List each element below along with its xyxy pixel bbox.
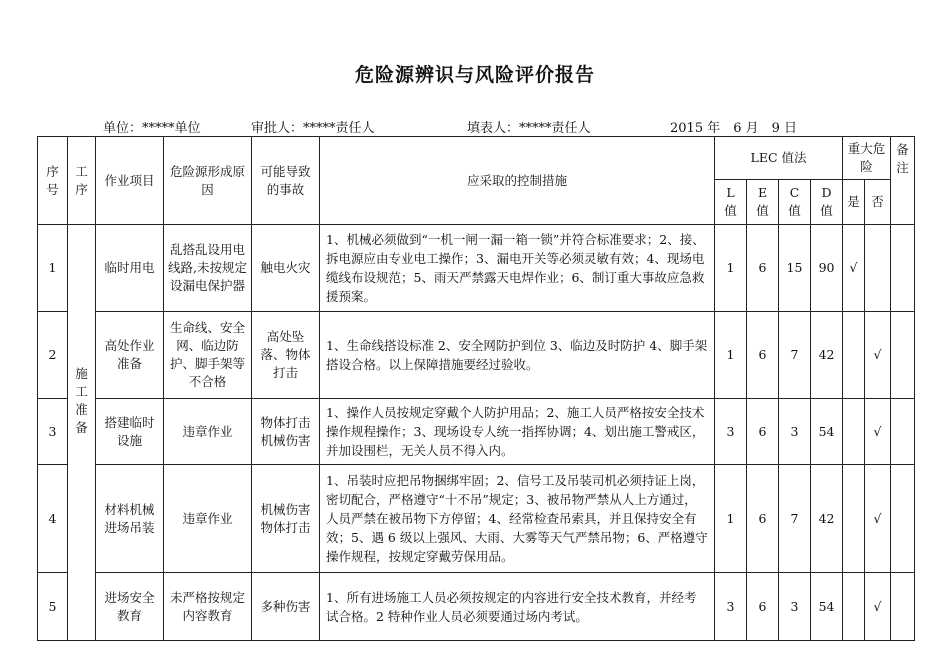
row-major-no: √ [865,399,891,465]
header-seq: 序号 [46,163,59,197]
row-seq: 5 [38,573,68,641]
header-work-item: 作业项目 [96,137,164,225]
table-row [38,312,915,399]
row-e: 6 [747,399,779,465]
row-major-yes [843,573,865,641]
header-l: L值 [724,185,737,218]
row-remark [891,225,915,312]
header-process: 工序 [75,163,88,197]
row-e: 6 [747,312,779,399]
table-row [38,225,915,312]
row-major-no: √ [865,312,891,399]
header-e: E值 [756,185,769,218]
row-major-no: √ [865,573,891,641]
row-major-yes: √ [843,225,865,312]
row-accident: 物体打击机械伤害 [252,399,320,465]
header-measures: 应采取的控制措施 [320,137,715,225]
row-work-item: 进场安全教育 [96,573,164,641]
row-remark [891,312,915,399]
row-measures: 1、吊装时应把吊物捆绑牢固；2、信号工及吊装司机必须持证上岗，密切配合，严格遵守“十不吊”规定；3、被吊物严禁从人上方通过，人员严禁在被吊物下方停留；4、经常检查吊索具，并且保持安全有效；5、遇 6 级以上强风、大雨、大雾等天气严禁吊物；6、严格遵守操作规程，按规定穿戴劳保用品。 [320,465,715,573]
row-remark [891,573,915,641]
table-row [38,573,915,641]
row-major-yes [843,465,865,573]
row-accident: 高处坠落、物体打击 [252,312,320,399]
row-seq: 4 [38,465,68,573]
row-accident: 触电火灾 [252,225,320,312]
header-yes: 是 [843,180,865,225]
row-accident: 多种伤害 [252,573,320,641]
header-d: D值 [820,185,833,218]
risk-table [37,136,915,641]
header-lec: LEC 值法 [715,137,843,180]
process-group: 施工准备 [75,366,88,435]
row-measures: 1、所有进场施工人员必须按规定的内容进行安全技术教育，并经考试合格。2 特种作业人员必须要通过场内考试。 [320,573,715,641]
header-accident: 可能导致的事故 [252,137,320,225]
row-work-item: 高处作业准备 [96,312,164,399]
date-field: 2015 年 6 月 9 日 [670,121,798,136]
row-c: 7 [779,312,811,399]
row-seq: 3 [38,399,68,465]
row-remark [891,465,915,573]
row-work-item: 材料机械进场吊装 [96,465,164,573]
row-major-yes [843,312,865,399]
row-e: 6 [747,225,779,312]
row-d: 90 [811,225,843,312]
row-c: 15 [779,225,811,312]
row-measures: 1、生命线搭设标准 2、安全网防护到位 3、临边及时防护 4、脚手架搭设合格。以上保障措施要经过验收。 [320,312,715,399]
filler-field: 填表人：*****责任人 [467,121,591,136]
row-d: 42 [811,465,843,573]
row-l: 1 [715,225,747,312]
header-remark: 备注 [896,142,909,175]
row-d: 54 [811,573,843,641]
row-c: 3 [779,399,811,465]
row-l: 3 [715,399,747,465]
row-e: 6 [747,573,779,641]
table-row [38,399,915,465]
row-cause: 违章作业 [164,399,252,465]
row-cause: 生命线、安全网、临边防护、脚手架等不合格 [164,312,252,399]
row-remark [891,399,915,465]
row-work-item: 临时用电 [96,225,164,312]
row-l: 1 [715,312,747,399]
row-major-no: √ [865,465,891,573]
row-e: 6 [747,465,779,573]
header-major: 重大危险 [843,137,891,180]
row-cause: 乱搭乱设用电线路,未按规定设漏电保护器 [164,225,252,312]
table-row [38,465,915,573]
row-l: 1 [715,465,747,573]
row-d: 42 [811,312,843,399]
header-no: 否 [865,180,891,225]
row-c: 7 [779,465,811,573]
report-title: 危险源辨识与风险评价报告 [354,64,595,86]
row-accident: 机械伤害物体打击 [252,465,320,573]
header-c: C值 [788,185,801,218]
row-seq: 1 [38,225,68,312]
unit-field: 单位：*****单位 [103,121,201,136]
row-c: 3 [779,573,811,641]
row-cause: 违章作业 [164,465,252,573]
row-cause: 未严格按规定内容教育 [164,573,252,641]
header-cause: 危险源形成原 因 [164,137,252,225]
row-l: 3 [715,573,747,641]
row-major-yes [843,399,865,465]
row-major-no [865,225,891,312]
row-work-item: 搭建临时设施 [96,399,164,465]
row-d: 54 [811,399,843,465]
row-measures: 1、操作人员按规定穿戴个人防护用品；2、施工人员严格按安全技术操作规程操作；3、现场设专人统一指挥协调；4、划出施工警戒区，并加设围栏，无关人员不得入内。 [320,399,715,465]
row-seq: 2 [38,312,68,399]
header-row-1 [38,137,915,180]
row-measures: 1、机械必须做到“一机一闸一漏一箱一锁”并符合标准要求；2、接、拆电源应由专业电工操作；3、漏电开关等必须灵敏有效；4、现场电缆线布设规范；5、雨天严禁露天电焊作业；6、制订重大事故应急救援预案。 [320,225,715,312]
approver-field: 审批人：*****责任人 [251,121,375,136]
